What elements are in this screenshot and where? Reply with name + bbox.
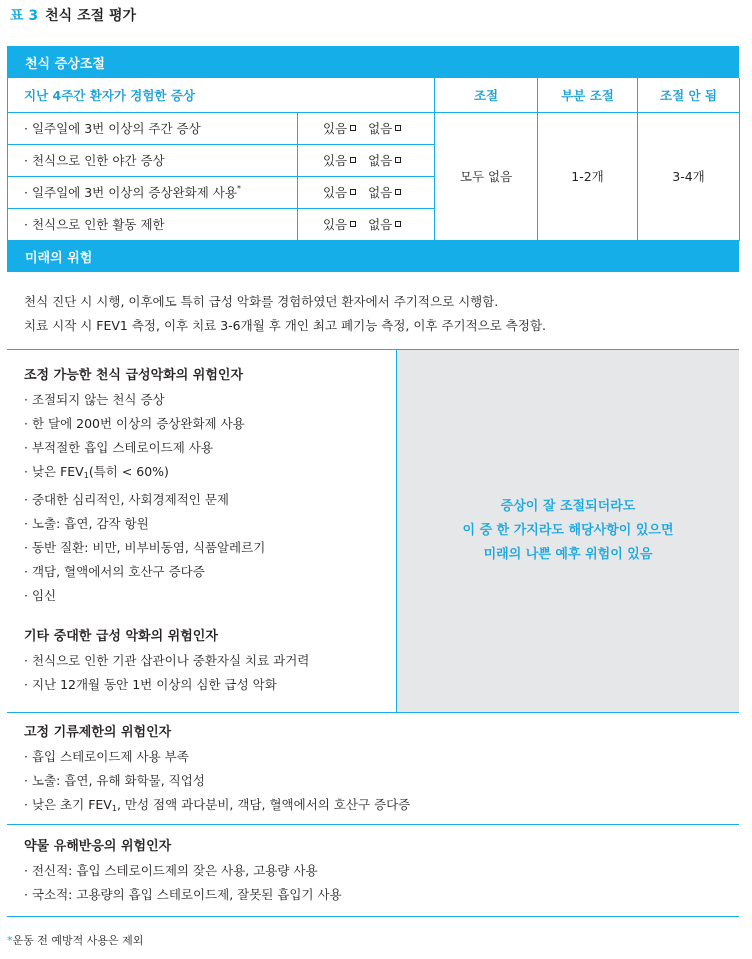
future-risk-header: 미래의 위험 bbox=[7, 241, 739, 272]
future-risk-line: 천식 진단 시 시행, 이후에도 특히 급성 악화를 경험하였던 환자에서 주기적으로 시행함. bbox=[24, 294, 499, 309]
list-item: · 조절되지 않는 천식 증상 bbox=[24, 388, 265, 412]
checkbox-no[interactable] bbox=[395, 157, 401, 163]
checkbox-no[interactable] bbox=[395, 125, 401, 131]
yes-no-checkboxes: 있음 없음 bbox=[298, 208, 435, 240]
warning-box bbox=[396, 350, 739, 712]
fixed-airflow-risk-section bbox=[24, 721, 410, 821]
list-item: · 부적절한 흡입 스테로이드제 사용 bbox=[24, 436, 265, 460]
warning-line: 이 중 한 가지라도 해당사항이 있으면 bbox=[462, 523, 674, 538]
checkbox-yes[interactable] bbox=[350, 157, 356, 163]
column-header-partly-controlled: 부분 조절 bbox=[538, 78, 638, 112]
list-item: · 노출: 흡연, 유해 화학물, 직업성 bbox=[24, 769, 410, 793]
section-heading: 조정 가능한 천식 급성악화의 위험인자 bbox=[24, 368, 244, 383]
list-item: · 전신적: 흡입 스테로이드제의 잦은 사용, 고용량 사용 bbox=[24, 859, 342, 883]
modifiable-risk-section bbox=[24, 364, 265, 608]
uncontrolled-criteria: 3-4개 bbox=[638, 112, 740, 240]
list-item: · 한 달에 200번 이상의 증상완화제 사용 bbox=[24, 412, 265, 436]
column-header-uncontrolled: 조절 안 됨 bbox=[638, 78, 740, 112]
list-item: · 천식으로 인한 기관 삽관이나 중환자실 치료 과거력 bbox=[24, 649, 309, 673]
list-item: · 국소적: 고용량의 흡입 스테로이드제, 잘못된 흡입기 사용 bbox=[24, 883, 342, 907]
table-title-text: 천식 조절 평가 bbox=[45, 8, 137, 24]
table-row bbox=[8, 112, 740, 144]
checkbox-no[interactable] bbox=[395, 221, 401, 227]
symptom-control-header: 천식 증상조절 bbox=[7, 46, 739, 78]
list-item: · 노출: 흡연, 감작 항원 bbox=[24, 512, 265, 536]
checkbox-yes[interactable] bbox=[350, 189, 356, 195]
symptom-item: · 천식으로 인한 활동 제한 bbox=[8, 208, 298, 240]
column-header-controlled: 조절 bbox=[435, 78, 538, 112]
footnote bbox=[7, 932, 143, 948]
adverse-effect-risk-section bbox=[24, 835, 342, 907]
symptom-control-table bbox=[7, 78, 740, 241]
controlled-criteria: 모두 없음 bbox=[435, 112, 538, 240]
list-item: · 낮은 $FEV_1$(특히 < 60%) bbox=[24, 460, 265, 488]
future-risk-text bbox=[24, 290, 546, 338]
list-item: · 지난 12개월 동안 1번 이상의 심한 급성 악화 bbox=[24, 673, 309, 697]
list-item: · 흡입 스테로이드제 사용 부족 bbox=[24, 745, 410, 769]
table-title bbox=[10, 5, 136, 25]
checkbox-yes[interactable] bbox=[350, 125, 356, 131]
future-risk-line: 치료 시작 시 FEV1 측정, 이후 치료 3-6개월 후 개인 최고 폐기능 측정, 이후 주기적으로 측정함. bbox=[24, 318, 547, 333]
list-item: · 임신 bbox=[24, 584, 265, 608]
divider bbox=[7, 712, 739, 713]
list-item: · 낮은 초기 $FEV_1$, 만성 점액 과다분비, 객담, 혈액에서의 호산구 증다증 bbox=[24, 793, 410, 821]
warning-line: 증상이 잘 조절되더라도 bbox=[500, 499, 636, 514]
yes-no-checkboxes: 있음 없음 bbox=[298, 112, 435, 144]
divider bbox=[7, 916, 739, 917]
section-heading: 고정 기류제한의 위험인자 bbox=[24, 725, 172, 740]
checkbox-yes[interactable] bbox=[350, 221, 356, 227]
checkbox-no[interactable] bbox=[395, 189, 401, 195]
list-item: · 동반 질환: 비만, 비부비동염, 식품알레르기 bbox=[24, 536, 265, 560]
symptom-item: · 천식으로 인한 야간 증상 bbox=[8, 144, 298, 176]
yes-no-checkboxes: 있음 없음 bbox=[298, 176, 435, 208]
list-item: · 객담, 혈액에서의 호산구 증다증 bbox=[24, 560, 265, 584]
divider bbox=[7, 824, 739, 825]
section-heading: 약물 유해반응의 위험인자 bbox=[24, 839, 172, 854]
table-number: 표 3 bbox=[10, 8, 39, 24]
column-header-symptoms: 지난 4주간 환자가 경험한 증상 bbox=[8, 78, 435, 112]
list-item: · 중대한 심리적인, 사회경제적인 문제 bbox=[24, 488, 265, 512]
section-heading: 기타 중대한 급성 악화의 위험인자 bbox=[24, 629, 218, 644]
other-major-risk-section bbox=[24, 625, 309, 697]
partly-controlled-criteria: 1-2개 bbox=[538, 112, 638, 240]
footnote-star: * bbox=[7, 934, 13, 947]
symptom-item: · 일주일에 3번 이상의 증상완화제 사용* bbox=[8, 176, 298, 208]
warning-line: 미래의 나쁜 예후 위험이 있음 bbox=[483, 547, 653, 562]
footnote-text: 운동 전 예방적 사용은 제외 bbox=[12, 934, 144, 947]
yes-no-checkboxes: 있음 없음 bbox=[298, 144, 435, 176]
symptom-item: · 일주일에 3번 이상의 주간 증상 bbox=[8, 112, 298, 144]
